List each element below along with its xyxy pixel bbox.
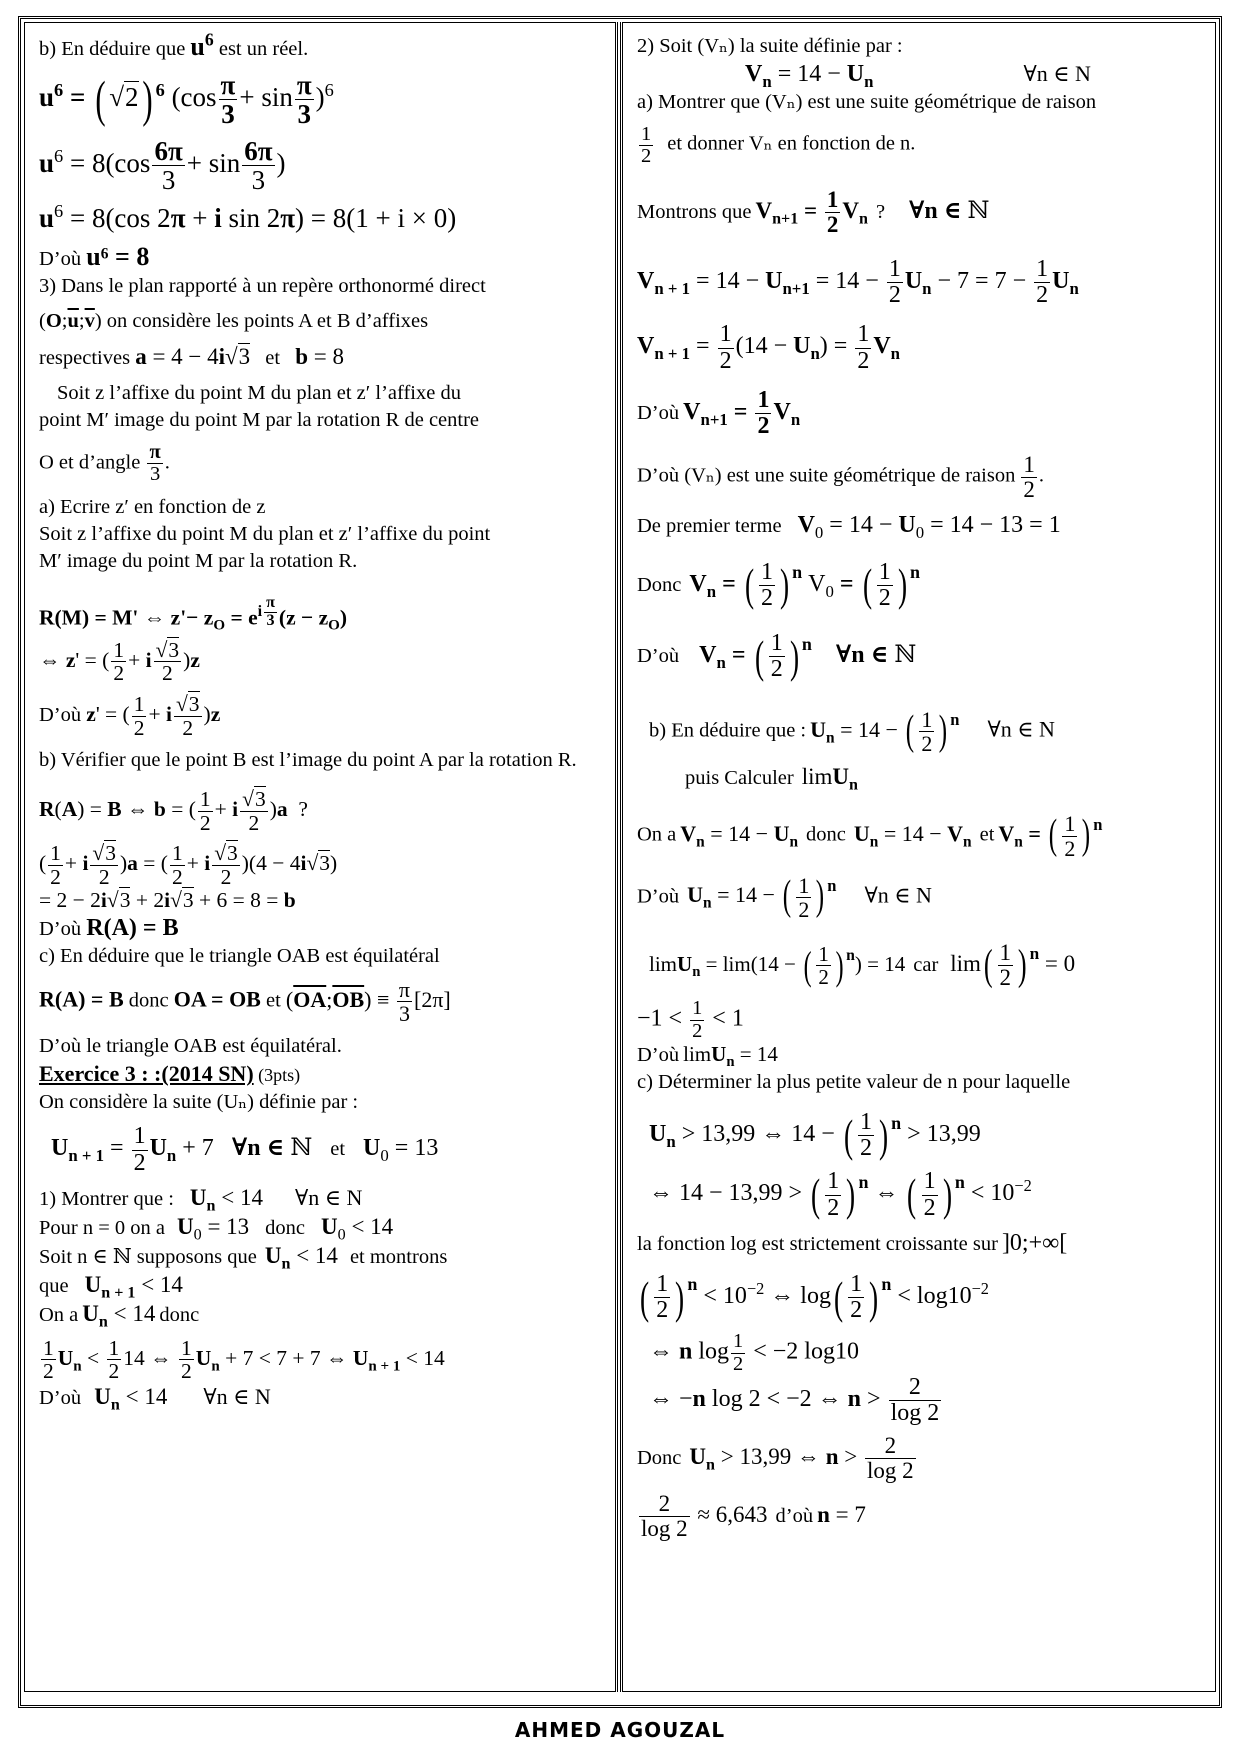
- equation-z-prime-2: D’où z' = ( $\frac{1}{2}$ + i $\frac{√3}{2}$ )z: [39, 692, 221, 740]
- exercise-3-line-1: On considère la suite (Uₙ) définie par :: [39, 1091, 359, 1114]
- author-footer: AHMED AGOUZAL: [514, 1718, 726, 1742]
- equation-oab: R(A) = B donc OA = OB et $(\overline{OA};\overline{OB})$ ≡ $\frac{\pi}{3}$ [2π]: [39, 977, 451, 1027]
- log-increasing: la fonction log est strictement croissante sur ]0;+∞[: [637, 1229, 1068, 1256]
- part-3-line-5: point M′ image du point M par la rotation R de centre: [39, 408, 480, 431]
- equation-rotation-a-2: ( $\frac{1}{2}$ + i $\frac{√3}{2}$ )a = ( $\frac{1}{2}$ + i $\frac{√3}{2}$ )(4 − 4i√3): [39, 841, 338, 889]
- question-b-line-1: b) En déduire que : $U_n = 14$ − ( $\frac{1}{2}$ ) $^n$ ∀n ∈ N: [649, 707, 1055, 757]
- part-3-line-3: respectives a = 4 − 4i√3 et b = 8: [39, 343, 344, 369]
- result-rotation-a: D’où R(A) = B: [39, 915, 179, 942]
- part-3-line-4: Soit z l’affixe du point M du plan et z′ l’affixe du: [57, 381, 461, 404]
- limit-conclusion: D’où limU$_n$ = 14: [637, 1041, 778, 1071]
- question-b-line-2: puis Calculer limU$_n$: [685, 764, 858, 795]
- equation-montrons: Montrons que $V_{n+1}$ = $\frac{1}{2}$ $V_n$ ? ∀n ∈ ℕ: [637, 186, 990, 237]
- left-column: [24, 22, 616, 1692]
- equation-log-1: ( $\frac{1}{2}$ ) $^n < 10^{-2}$ ⇔ log( $\frac{1}{2}$ ) $^n < \log 10^{-2}$: [640, 1270, 989, 1323]
- question-c-conclusion: D’où le triangle OAB est équilatéral.: [39, 1035, 342, 1058]
- question-a-title: a) Ecrire z′ en fonction de z: [39, 495, 266, 518]
- question-c-title: c) En déduire que le triangle OAB est équilatéral: [39, 945, 440, 968]
- equation-vn-def: $V_n = 14 - U_n$ ∀n ∈ N: [745, 61, 1091, 91]
- equation-recurrence: $U_{n + 1}$ = $\frac{1}{2}$ $U_n + 7$ ∀n ∈ ℕ et $U_0 = 13$: [51, 1123, 439, 1176]
- question-c-title: c) Déterminer la plus petite valeur de n pour laquelle: [637, 1070, 1071, 1093]
- equation-bound: −1 < $\frac{1}{2}$ < 1: [637, 997, 744, 1042]
- equation-un-result: D’où $U_n = 14$ − ( $\frac{1}{2}$ ) $^n$ ∀n ∈ N: [637, 872, 932, 922]
- question-1-line-1: Pour n = 0 on a $U_0 = 13$ donc $U_0 < 14$: [39, 1213, 394, 1244]
- part-3-line-6: O et d’angle $\frac{\pi}{3}$ .: [39, 440, 170, 486]
- equation-u6-1: $u^6$ = ( √2) $^6$ (cos $\frac{\pi}{3}$ + sin $\frac{\pi}{3}$ )$^6$: [39, 70, 334, 130]
- equation-u6-3: $u^6 = 8(\cos$ 2π + i sin 2π) = 8(1 + i × 0): [39, 201, 457, 234]
- equation-vn1-1: $V_{n + 1} = 14 - U_{n+1} = 14$ − $\frac{1}{2}$ $U_n - 7 = 7$ − $\frac{1}{2}$ $U_n$: [637, 256, 1079, 309]
- question-1-line-4: On a $U_n < 14$ donc: [39, 1300, 200, 1331]
- part-2-title: 2) Soit (Vₙ) la suite définie par :: [637, 35, 903, 57]
- question-a-line-2: M′ image du point M par la rotation R.: [39, 549, 358, 572]
- question-1-line-2: Soit n ∈ ℕ supposons que $U_n < 14$ et montrons: [39, 1242, 448, 1273]
- equation-log-2: ⇔ n log $\frac{1}{2}$ < −2 log10: [649, 1330, 859, 1375]
- geometric-conclusion: D’où (Vₙ) est une suite géométrique de raison $\frac{1}{2}$ .: [637, 452, 1044, 503]
- equation-final-n: $\frac{2}{\log 2}$ ≈ 6,643 d’où n = 7: [641, 1490, 866, 1541]
- equation-limit: limU$_n$ = lim(14 − ( $\frac{1}{2}$ ) $^n$) = 14 car lim( $\frac{1}{2}$ ) $^n$ = 0: [649, 939, 1076, 990]
- equation-rotation-a: R(A) = B ⇔ b = ( $\frac{1}{2}$ + i $\frac{√3}{2}$ )a ?: [39, 787, 308, 835]
- question-b-heading: b) En déduire que $u^6$ est un réel.: [39, 29, 309, 61]
- right-column: [622, 22, 1216, 1692]
- question-1-line-3: que $U_{n + 1} < 14$: [39, 1271, 183, 1302]
- equation-rotation-def: R(M) = M' ⇔ $z'- z_O = e^{i \frac{\pi}{3}}$ $(z - z_O)$: [39, 593, 348, 634]
- equation-rotation-a-3: = 2 − 2i√3 + 2i√3 + 6 = 8 = b: [39, 888, 296, 913]
- question-a-line-1: a) Montrer que (Vₙ) est une suite géométrique de raison: [637, 90, 1097, 113]
- first-term: De premier terme $V_0 = 14 - U_0 = 14 - 13 = 1$: [637, 511, 1061, 542]
- equation-vn-result: D’où $V_n$ = ( $\frac{1}{2}$ ) $^n$ ∀n ∈ ℕ: [637, 629, 917, 683]
- equation-vn1-3: D’où $V_{n+1}$ = $\frac{1}{2}$ $V_n$: [637, 386, 801, 440]
- equation-log-3: ⇔ −n log 2 < −2 ⇔ n > $\frac{2}{\log 2}$: [649, 1373, 940, 1427]
- question-a-line-1: Soit z l’affixe du point M du plan et z′ l’affixe du point: [39, 522, 491, 545]
- equation-vn1-2: $V_{n + 1}$ = $\frac{1}{2}$ $(14 - U_n)$ = $\frac{1}{2}$ $V_n$: [637, 321, 901, 374]
- result-u6: D’où u⁶ = 8: [39, 241, 150, 271]
- part-3-line-2: $(O;\overline{u};\overline{v})$ on considère les points A et B d’affixes: [39, 309, 429, 332]
- equation-un-from-vn: On a $V_n = 14 - U_n$ donc $U_n = 14 - V_n$ et $V_n$ = ( $\frac{1}{2}$ ) $^n$: [637, 811, 1103, 861]
- equation-donc-n: Donc $U_n > 13,99$ ⇔ n > $\frac{2}{\log 2}$: [637, 1433, 914, 1484]
- equation-vn-donc: Donc $V_n$ = ( $\frac{1}{2}$ ) $^n$ $V_0$ = ( $\frac{1}{2}$ ) $^n$: [637, 558, 920, 611]
- equation-inequality-2: ⇔ 14 − 13,99 > ( $\frac{1}{2}$ ) $^n$ ⇔ ( $\frac{1}{2}$ ) $^n < 10^{-2}$: [649, 1168, 1032, 1221]
- equation-u6-2: $u^6 = 8(\cos$ $\frac{6\pi}{3}$ + sin $\frac{6\pi}{3}$ ): [39, 135, 286, 196]
- equation-z-prime-1: ⇔ z' = ( $\frac{1}{2}$ + i $\frac{√3}{2}$ )z: [39, 637, 200, 686]
- question-1-conclusion: D’où $U_n < 14$ ∀n ∈ N: [39, 1383, 271, 1414]
- column-divider: [617, 22, 621, 1692]
- exercise-3-title: Exercice 3 : :(2014 SN) (3pts): [39, 1061, 301, 1087]
- question-b-title: b) Vérifier que le point B est l’image du point A par la rotation R.: [39, 749, 577, 772]
- question-1-title: 1) Montrer que : $U_n < 14$ ∀n ∈ N: [39, 1184, 363, 1215]
- equation-inequality-1: $U_n > 13,99$ ⇔ 14 − ( $\frac{1}{2}$ ) $^n$ > 13,99: [649, 1108, 981, 1162]
- equation-induction: $\frac{1}{2}$ $U_n$ < $\frac{1}{2}$ 14 ⇔ $\frac{1}{2}$ $U_n + 7 < 7 + 7$ ⇔ $U_{n + 1} < 14$: [43, 1335, 445, 1384]
- part-3-line-1: 3) Dans le plan rapporté à un repère orthonormé direct: [39, 274, 486, 297]
- question-a-line-2: $\frac{1}{2}$ et donner Vₙ en fonction de n.: [641, 122, 916, 168]
